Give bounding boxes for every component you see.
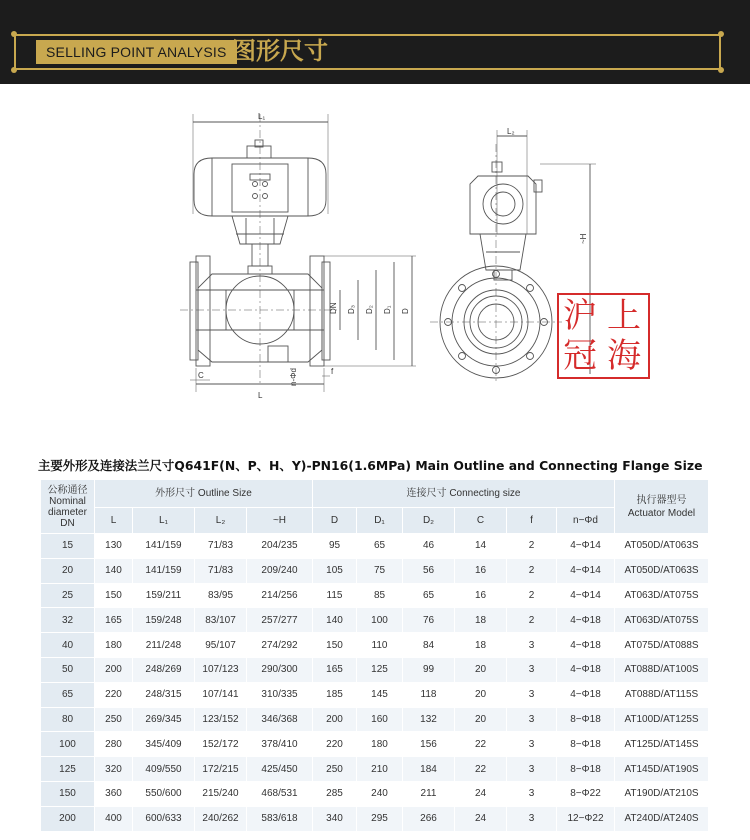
header-d: D <box>313 508 357 534</box>
cell-actuator: AT125D/AT145S <box>615 732 709 757</box>
dim-label-d1: D₁ <box>383 305 392 314</box>
cell-f: 3 <box>507 707 557 732</box>
cell-dn: 200 <box>41 806 95 831</box>
dim-label-l: L <box>258 391 263 400</box>
cell-l2: 71/83 <box>195 534 247 559</box>
stamp-char: 海 <box>607 336 641 376</box>
cell-dn: 15 <box>41 534 95 559</box>
cell-l: 140 <box>95 558 133 583</box>
cell-l: 200 <box>95 657 133 682</box>
cell-actuator: AT063D/AT075S <box>615 608 709 633</box>
cell-l1: 600/633 <box>133 806 195 831</box>
cell-d2: 46 <box>403 534 455 559</box>
cell-d2: 266 <box>403 806 455 831</box>
table-row <box>41 608 709 633</box>
cell-f: 2 <box>507 558 557 583</box>
cell-d: 95 <box>313 534 357 559</box>
cell-d1: 75 <box>357 558 403 583</box>
cell-actuator: AT050D/AT063S <box>615 558 709 583</box>
cell-h: 214/256 <box>247 583 313 608</box>
header-dn-cn: 公称通径 <box>47 484 88 496</box>
cell-n-phi-d: 4−Φ14 <box>557 534 615 559</box>
cell-n-phi-d: 12−Φ22 <box>557 806 615 831</box>
header-actuator-cn: 执行器型号 <box>636 494 687 506</box>
cell-d2: 118 <box>403 682 455 707</box>
cell-l: 280 <box>95 732 133 757</box>
cell-l1: 248/315 <box>133 682 195 707</box>
dim-label-l1: L₁ <box>258 112 266 121</box>
banner-corner-dot <box>718 31 724 37</box>
cell-h: 583/618 <box>247 806 313 831</box>
cell-actuator: AT063D/AT075S <box>615 583 709 608</box>
table-row <box>41 657 709 682</box>
cell-d1: 295 <box>357 806 403 831</box>
cell-c: 18 <box>455 633 507 658</box>
cell-l1: 141/159 <box>133 558 195 583</box>
header-dn-en3: DN <box>60 517 75 529</box>
cell-h: 425/450 <box>247 757 313 782</box>
cell-l2: 172/215 <box>195 757 247 782</box>
cell-actuator: AT050D/AT063S <box>615 534 709 559</box>
table-row <box>41 781 709 806</box>
cell-d2: 132 <box>403 707 455 732</box>
cell-l: 165 <box>95 608 133 633</box>
cell-d: 165 <box>313 657 357 682</box>
cell-n-phi-d: 4−Φ18 <box>557 657 615 682</box>
cell-d: 285 <box>313 781 357 806</box>
table-row <box>41 732 709 757</box>
header-dn-en2: diameter <box>48 506 87 518</box>
cell-h: 468/531 <box>247 781 313 806</box>
cell-n-phi-d: 4−Φ18 <box>557 608 615 633</box>
cell-h: 310/335 <box>247 682 313 707</box>
cell-c: 22 <box>455 732 507 757</box>
table-row <box>41 682 709 707</box>
cell-dn: 32 <box>41 608 95 633</box>
valve-outline-drawing <box>0 84 750 454</box>
cell-actuator: AT088D/AT100S <box>615 657 709 682</box>
cell-l: 250 <box>95 707 133 732</box>
cell-f: 3 <box>507 757 557 782</box>
cell-d1: 85 <box>357 583 403 608</box>
cell-dn: 65 <box>41 682 95 707</box>
dim-label-dn: DN <box>329 302 338 314</box>
cell-n-phi-d: 4−Φ14 <box>557 558 615 583</box>
cell-n-phi-d: 4−Φ18 <box>557 633 615 658</box>
cell-d2: 211 <box>403 781 455 806</box>
cell-f: 3 <box>507 781 557 806</box>
cell-c: 24 <box>455 806 507 831</box>
cell-l2: 240/262 <box>195 806 247 831</box>
cell-d1: 180 <box>357 732 403 757</box>
cell-d: 340 <box>313 806 357 831</box>
table-row <box>41 806 709 831</box>
header-f: f <box>507 508 557 534</box>
cell-l: 360 <box>95 781 133 806</box>
cell-d: 115 <box>313 583 357 608</box>
header-n-phi-d: n−Φd <box>557 508 615 534</box>
cell-c: 20 <box>455 682 507 707</box>
cell-h: 346/368 <box>247 707 313 732</box>
header-l1: L₁ <box>133 508 195 534</box>
cell-c: 14 <box>455 534 507 559</box>
cell-dn: 80 <box>41 707 95 732</box>
cell-l1: 409/550 <box>133 757 195 782</box>
cell-d1: 240 <box>357 781 403 806</box>
cell-f: 2 <box>507 608 557 633</box>
header-connecting-size: 连接尺寸 Connecting size <box>313 480 615 508</box>
cell-l1: 550/600 <box>133 781 195 806</box>
cell-l2: 107/141 <box>195 682 247 707</box>
cell-h: 209/240 <box>247 558 313 583</box>
cell-d2: 76 <box>403 608 455 633</box>
cell-d1: 210 <box>357 757 403 782</box>
header-d1: D₁ <box>357 508 403 534</box>
stamp-char: 沪 <box>563 296 597 336</box>
stamp-char: 上 <box>607 296 641 336</box>
cell-d2: 84 <box>403 633 455 658</box>
cell-c: 16 <box>455 558 507 583</box>
dim-label-d2: D₂ <box>365 305 374 314</box>
table-row <box>41 707 709 732</box>
spec-table-body <box>41 534 709 832</box>
header-l: L <box>95 508 133 534</box>
cell-dn: 125 <box>41 757 95 782</box>
table-row <box>41 633 709 658</box>
cell-l: 220 <box>95 682 133 707</box>
dim-label-nphid: n-Φd <box>289 368 298 386</box>
cell-d2: 184 <box>403 757 455 782</box>
cell-c: 24 <box>455 781 507 806</box>
cell-dn: 100 <box>41 732 95 757</box>
cell-l: 180 <box>95 633 133 658</box>
header-outline-size: 外形尺寸 Outline Size <box>95 480 313 508</box>
cell-d: 200 <box>313 707 357 732</box>
cell-l2: 83/107 <box>195 608 247 633</box>
cell-h: 274/292 <box>247 633 313 658</box>
cell-h: 290/300 <box>247 657 313 682</box>
cell-l1: 248/269 <box>133 657 195 682</box>
header-d2: D₂ <box>403 508 455 534</box>
cell-n-phi-d: 4−Φ18 <box>557 682 615 707</box>
cell-h: 204/235 <box>247 534 313 559</box>
cell-actuator: AT075D/AT088S <box>615 633 709 658</box>
cell-l1: 345/409 <box>133 732 195 757</box>
cell-l2: 83/95 <box>195 583 247 608</box>
cell-l2: 152/172 <box>195 732 247 757</box>
cell-n-phi-d: 8−Φ18 <box>557 732 615 757</box>
cell-dn: 40 <box>41 633 95 658</box>
dim-label-l2: L₂ <box>507 127 515 136</box>
cell-actuator: AT190D/AT210S <box>615 781 709 806</box>
company-stamp <box>557 293 650 379</box>
table-row <box>41 558 709 583</box>
cell-d: 150 <box>313 633 357 658</box>
cell-f: 2 <box>507 534 557 559</box>
cell-l2: 123/152 <box>195 707 247 732</box>
cell-c: 20 <box>455 657 507 682</box>
cell-c: 16 <box>455 583 507 608</box>
cell-d2: 65 <box>403 583 455 608</box>
dim-label-h: ~H <box>579 233 588 244</box>
cell-d2: 56 <box>403 558 455 583</box>
header-l2: L₂ <box>195 508 247 534</box>
cell-n-phi-d: 8−Φ22 <box>557 781 615 806</box>
banner-corner-dot <box>11 31 17 37</box>
cell-d: 140 <box>313 608 357 633</box>
cell-dn: 25 <box>41 583 95 608</box>
cell-l1: 159/248 <box>133 608 195 633</box>
cell-n-phi-d: 4−Φ14 <box>557 583 615 608</box>
cell-f: 3 <box>507 657 557 682</box>
cell-d2: 99 <box>403 657 455 682</box>
header-nominal-diameter <box>41 480 95 534</box>
cell-dn: 150 <box>41 781 95 806</box>
header-dn-en1: Nominal <box>49 495 86 507</box>
cell-c: 22 <box>455 757 507 782</box>
cell-c: 20 <box>455 707 507 732</box>
cell-actuator: AT145D/AT190S <box>615 757 709 782</box>
cell-l: 130 <box>95 534 133 559</box>
cell-f: 3 <box>507 732 557 757</box>
cell-l: 320 <box>95 757 133 782</box>
cell-d: 105 <box>313 558 357 583</box>
cell-n-phi-d: 8−Φ18 <box>557 707 615 732</box>
dim-label-f: f <box>331 367 334 376</box>
cell-h: 257/277 <box>247 608 313 633</box>
cell-c: 18 <box>455 608 507 633</box>
table-title: 主要外形及连接法兰尺寸Q641F(N、P、H、Y)-PN16(1.6MPa) Main Outline and Connecting Flange Size <box>38 458 703 473</box>
cell-l2: 107/123 <box>195 657 247 682</box>
table-row <box>41 534 709 559</box>
dim-label-d: D <box>401 308 410 314</box>
header-h: ~H <box>247 508 313 534</box>
cell-f: 3 <box>507 633 557 658</box>
cell-l2: 215/240 <box>195 781 247 806</box>
cell-l1: 159/211 <box>133 583 195 608</box>
dim-label-d3: D₃ <box>347 304 356 314</box>
cell-d: 250 <box>313 757 357 782</box>
table-row <box>41 757 709 782</box>
cell-dn: 20 <box>41 558 95 583</box>
cell-dn: 50 <box>41 657 95 682</box>
cell-d1: 110 <box>357 633 403 658</box>
cell-d1: 160 <box>357 707 403 732</box>
section-tag: SELLING POINT ANALYSIS <box>36 40 237 64</box>
header-c: C <box>455 508 507 534</box>
cell-l1: 141/159 <box>133 534 195 559</box>
banner-corner-dot <box>11 67 17 73</box>
cell-h: 378/410 <box>247 732 313 757</box>
cell-l: 400 <box>95 806 133 831</box>
cell-d1: 100 <box>357 608 403 633</box>
header-actuator-en: Actuator Model <box>627 507 696 519</box>
cell-n-phi-d: 8−Φ18 <box>557 757 615 782</box>
stamp-char: 冠 <box>563 336 597 376</box>
cell-d: 185 <box>313 682 357 707</box>
cell-l: 150 <box>95 583 133 608</box>
cell-d1: 145 <box>357 682 403 707</box>
cell-actuator: AT240D/AT240S <box>615 806 709 831</box>
cell-d1: 65 <box>357 534 403 559</box>
cell-d2: 156 <box>403 732 455 757</box>
banner-corner-dot <box>718 67 724 73</box>
cell-actuator: AT100D/AT125S <box>615 707 709 732</box>
cell-f: 3 <box>507 806 557 831</box>
table-row <box>41 583 709 608</box>
cell-l2: 95/107 <box>195 633 247 658</box>
cell-f: 3 <box>507 682 557 707</box>
cell-l1: 269/345 <box>133 707 195 732</box>
cell-d: 220 <box>313 732 357 757</box>
spec-table <box>40 479 709 832</box>
cell-d1: 125 <box>357 657 403 682</box>
section-title: 图形尺寸 <box>232 37 328 65</box>
header-actuator-model <box>615 480 709 534</box>
cell-f: 2 <box>507 583 557 608</box>
dim-label-c: C <box>198 371 204 380</box>
cell-l2: 71/83 <box>195 558 247 583</box>
cell-l1: 211/248 <box>133 633 195 658</box>
cell-actuator: AT088D/AT115S <box>615 682 709 707</box>
